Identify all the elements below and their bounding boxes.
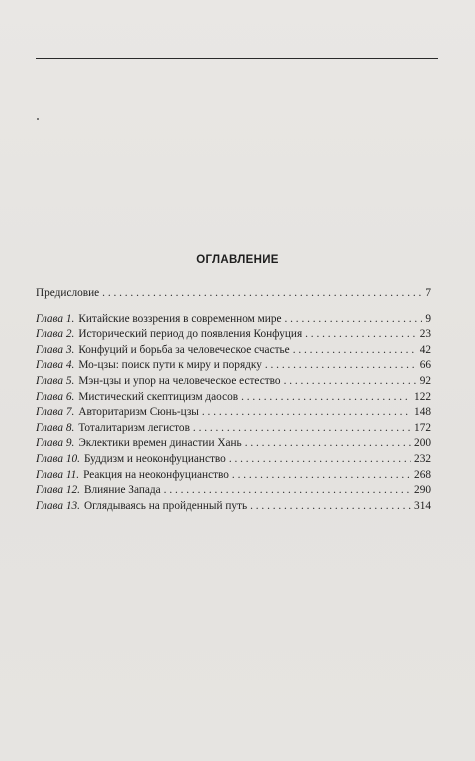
chapter-number: Глава 8. [36, 421, 75, 434]
chapter-number: Глава 3. [36, 343, 75, 356]
toc-entry-label [36, 358, 262, 374]
chapter-number: Глава 9. [36, 437, 75, 450]
chapter-title: Тоталитаризм легистов [78, 421, 190, 434]
chapter-number: Глава 12. [36, 484, 80, 497]
toc-entry-page: 7 [425, 287, 431, 299]
chapter-number: Глава 5. [36, 374, 75, 387]
paper-speck [37, 118, 39, 120]
toc-entry-chapter[interactable] [36, 452, 431, 468]
toc-entry-label [36, 390, 238, 406]
chapter-page: 9 [425, 312, 431, 325]
chapter-title: Влияние Запада [83, 484, 161, 497]
toc-entry-label [36, 374, 281, 390]
chapter-page: 290 [414, 484, 431, 497]
chapter-page: 23 [419, 328, 431, 341]
table-of-contents [36, 286, 431, 514]
toc-entry-chapter[interactable] [36, 421, 431, 437]
toc-entry-chapter[interactable] [36, 468, 431, 484]
toc-entry-preface[interactable] [36, 286, 431, 302]
chapter-title: Оглядываясь на пройденный путь [83, 499, 248, 512]
toc-entry-label [36, 468, 229, 484]
toc-entry-chapter[interactable] [36, 483, 431, 499]
dot-leader [229, 452, 411, 468]
chapter-title: Исторический период до появления Конфуция [78, 328, 303, 341]
dot-leader [232, 468, 411, 484]
chapter-page: 122 [414, 390, 431, 403]
toc-entry-label [36, 405, 199, 421]
toc-entry-chapter[interactable] [36, 358, 431, 374]
dot-leader [250, 499, 411, 515]
chapter-number: Глава 4. [36, 359, 75, 372]
dot-leader [202, 405, 411, 421]
chapter-page: 148 [414, 406, 431, 419]
toc-entry-label [36, 499, 247, 515]
chapter-title: Мо-цзы: поиск пути к миру и порядку [78, 359, 262, 372]
toc-entry-label [36, 452, 226, 468]
chapter-number: Глава 11. [36, 468, 80, 481]
chapter-page: 92 [419, 374, 431, 387]
chapter-title: Буддизм и неоконфуцианство [83, 452, 226, 465]
chapter-number: Глава 2. [36, 328, 75, 341]
toc-entry-label [36, 312, 282, 328]
chapter-page: 172 [414, 421, 431, 434]
chapter-title: Мистический скептицизм даосов [78, 390, 239, 403]
dot-leader [305, 327, 417, 343]
chapter-title: Эклектики времен династии Хань [78, 437, 242, 450]
toc-entry-chapter[interactable] [36, 312, 431, 328]
chapter-title: Авторитаризм Сюнь-цзы [78, 406, 199, 419]
chapter-page: 42 [419, 343, 431, 356]
chapter-list [36, 312, 431, 515]
chapter-number: Глава 10. [36, 452, 80, 465]
toc-entry-label [36, 421, 190, 437]
dot-leader [265, 358, 417, 374]
dot-leader [245, 436, 411, 452]
chapter-title: Реакция на неоконфуцианство [83, 468, 229, 481]
chapter-number: Глава 13. [36, 499, 80, 512]
toc-entry-chapter[interactable] [36, 436, 431, 452]
dot-leader [293, 343, 417, 359]
chapter-page: 66 [419, 359, 431, 372]
dot-leader [284, 374, 417, 390]
dot-leader [164, 483, 411, 499]
toc-heading: ОГЛАВЛЕНИЕ [196, 254, 279, 266]
chapter-number: Глава 1. [36, 312, 75, 325]
toc-entry-label [36, 343, 290, 359]
toc-entry-chapter[interactable] [36, 374, 431, 390]
chapter-page: 200 [414, 437, 431, 450]
toc-entry-label [36, 436, 242, 452]
toc-entry-chapter[interactable] [36, 405, 431, 421]
toc-entry-label [36, 327, 302, 343]
chapter-page: 314 [414, 499, 431, 512]
toc-entry-title: Предисловие [36, 287, 100, 299]
chapter-title: Мэн-цзы и упор на человеческое естество [78, 374, 281, 387]
dot-leader [193, 421, 411, 437]
dot-leader [102, 286, 422, 302]
chapter-title: Конфуций и борьба за человеческое счастье [78, 343, 290, 356]
chapter-number: Глава 7. [36, 406, 75, 419]
dot-leader [241, 390, 411, 406]
toc-entry-label [36, 483, 161, 499]
chapter-page: 232 [414, 452, 431, 465]
spacer [36, 302, 431, 312]
toc-entry-chapter[interactable] [36, 499, 431, 515]
toc-entry-chapter[interactable] [36, 343, 431, 359]
dot-leader [285, 312, 423, 328]
chapter-number: Глава 6. [36, 390, 75, 403]
chapter-title: Китайские воззрения в современном мире [78, 312, 282, 325]
chapter-page: 268 [414, 468, 431, 481]
header-rule [36, 58, 438, 59]
toc-entry-chapter[interactable] [36, 390, 431, 406]
toc-entry-chapter[interactable] [36, 327, 431, 343]
